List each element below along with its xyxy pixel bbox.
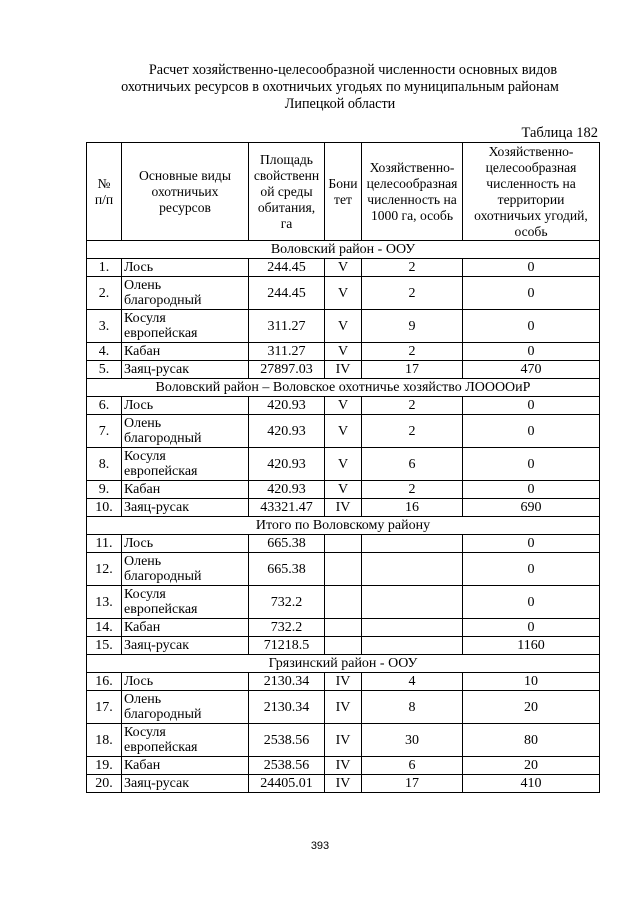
bonitet [325,637,362,655]
density-per-1000-ha: 2 [362,277,463,310]
bonitet: V [325,277,362,310]
habitat-area: 71218.5 [249,637,325,655]
density-per-1000-ha: 30 [362,724,463,757]
total-number: 0 [463,415,600,448]
species-table [86,142,600,793]
species-name: Кабан [122,619,249,637]
density-per-1000-ha: 2 [362,259,463,277]
density-per-1000-ha: 16 [362,499,463,517]
species-name: Олень благородный [122,277,249,310]
row-number: 2. [87,277,122,310]
row-number: 19. [87,757,122,775]
density-per-1000-ha: 8 [362,691,463,724]
row-number: 7. [87,415,122,448]
total-number: 0 [463,586,600,619]
section-title: Грязинский район - ООУ [87,655,600,673]
habitat-area: 732.2 [249,586,325,619]
total-number: 410 [463,775,600,793]
habitat-area: 665.38 [249,535,325,553]
bonitet: IV [325,499,362,517]
species-name: Заяц-русак [122,499,249,517]
species-name: Косуля европейская [122,586,249,619]
habitat-area: 244.45 [249,259,325,277]
header-species: Основные виды охотничьих ресурсов [122,143,249,241]
density-per-1000-ha [362,637,463,655]
table-row [87,637,600,655]
habitat-area: 27897.03 [249,361,325,379]
table-row [87,415,600,448]
habitat-area: 311.27 [249,310,325,343]
total-number: 0 [463,481,600,499]
total-number: 0 [463,448,600,481]
species-name: Лось [122,673,249,691]
species-name: Кабан [122,343,249,361]
row-number: 13. [87,586,122,619]
row-number: 5. [87,361,122,379]
bonitet: V [325,259,362,277]
row-number: 16. [87,673,122,691]
species-name: Заяц-русак [122,775,249,793]
section-title: Воловский район - ООУ [87,241,600,259]
header-area: Площадь свойственн ой среды обитания, га [249,143,325,241]
density-per-1000-ha [362,619,463,637]
table-row [87,310,600,343]
total-number: 690 [463,499,600,517]
bonitet: V [325,397,362,415]
density-per-1000-ha: 2 [362,481,463,499]
row-number: 6. [87,397,122,415]
species-name: Кабан [122,757,249,775]
species-name: Лось [122,397,249,415]
habitat-area: 665.38 [249,553,325,586]
row-number: 11. [87,535,122,553]
habitat-area: 420.93 [249,415,325,448]
density-per-1000-ha: 17 [362,775,463,793]
table-row [87,343,600,361]
bonitet: IV [325,673,362,691]
habitat-area: 2538.56 [249,757,325,775]
table-row [87,535,600,553]
species-name: Олень благородный [122,415,249,448]
section-header-row [87,241,600,259]
bonitet [325,586,362,619]
table-row [87,775,600,793]
row-number: 15. [87,637,122,655]
density-per-1000-ha: 2 [362,415,463,448]
habitat-area: 2538.56 [249,724,325,757]
total-number: 0 [463,310,600,343]
habitat-area: 24405.01 [249,775,325,793]
habitat-area: 244.45 [249,277,325,310]
density-per-1000-ha [362,535,463,553]
header-bonitet: Бони тет [325,143,362,241]
bonitet: V [325,343,362,361]
table-row [87,361,600,379]
table-row [87,397,600,415]
title-line-1: Расчет хозяйственно-целесообразной численности основных видов [148,62,558,78]
total-number: 80 [463,724,600,757]
row-number: 3. [87,310,122,343]
row-number: 20. [87,775,122,793]
total-number: 20 [463,691,600,724]
bonitet: V [325,481,362,499]
species-name: Лось [122,259,249,277]
bonitet: IV [325,775,362,793]
density-per-1000-ha: 17 [362,361,463,379]
section-title: Воловский район – Воловское охотничье хозяйство ЛОООOиР [87,379,600,397]
species-name: Кабан [122,481,249,499]
bonitet: V [325,310,362,343]
table-row [87,259,600,277]
title-line-3: Липецкой области [284,96,396,112]
total-number: 0 [463,259,600,277]
total-number: 0 [463,397,600,415]
density-per-1000-ha: 6 [362,757,463,775]
habitat-area: 420.93 [249,397,325,415]
bonitet: IV [325,724,362,757]
total-number: 470 [463,361,600,379]
table-row [87,277,600,310]
section-title: Итого по Воловскому району [87,517,600,535]
total-number: 0 [463,553,600,586]
total-number: 0 [463,535,600,553]
density-per-1000-ha: 4 [362,673,463,691]
bonitet: V [325,448,362,481]
row-number: 9. [87,481,122,499]
habitat-area: 732.2 [249,619,325,637]
document-title [90,62,590,113]
total-number: 0 [463,277,600,310]
table-row [87,619,600,637]
bonitet [325,619,362,637]
header-row [87,143,600,241]
species-name: Косуля европейская [122,724,249,757]
table-row [87,586,600,619]
density-per-1000-ha: 9 [362,310,463,343]
section-header-row [87,517,600,535]
species-name: Лось [122,535,249,553]
table-row [87,673,600,691]
page-number: 393 [310,840,330,852]
species-name: Олень благородный [122,691,249,724]
habitat-area: 420.93 [249,481,325,499]
table-row [87,481,600,499]
section-header-row [87,379,600,397]
table-row [87,499,600,517]
row-number: 14. [87,619,122,637]
header-total: Хозяйственно- целесообразная численность на территории охотничьих угодий, особь [463,143,600,241]
title-line-2: охотничьих ресурсов в охотничьих угодьях по муниципальным районам [121,79,559,95]
habitat-area: 43321.47 [249,499,325,517]
total-number: 10 [463,673,600,691]
density-per-1000-ha: 2 [362,343,463,361]
bonitet [325,535,362,553]
table-caption: Таблица 182 [521,125,598,141]
row-number: 8. [87,448,122,481]
row-number: 17. [87,691,122,724]
total-number: 1160 [463,637,600,655]
bonitet [325,553,362,586]
density-per-1000-ha: 6 [362,448,463,481]
table-row [87,757,600,775]
header-num: № п/п [87,143,122,241]
bonitet: V [325,415,362,448]
bonitet: IV [325,361,362,379]
section-header-row [87,655,600,673]
table-body [87,241,600,793]
table-row [87,448,600,481]
species-name: Олень благородный [122,553,249,586]
row-number: 12. [87,553,122,586]
total-number: 20 [463,757,600,775]
habitat-area: 311.27 [249,343,325,361]
species-name: Косуля европейская [122,310,249,343]
table-row [87,724,600,757]
density-per-1000-ha: 2 [362,397,463,415]
density-per-1000-ha [362,586,463,619]
habitat-area: 420.93 [249,448,325,481]
row-number: 1. [87,259,122,277]
habitat-area: 2130.34 [249,691,325,724]
species-name: Заяц-русак [122,361,249,379]
row-number: 4. [87,343,122,361]
density-per-1000-ha [362,553,463,586]
bonitet: IV [325,691,362,724]
row-number: 18. [87,724,122,757]
table-row [87,553,600,586]
total-number: 0 [463,343,600,361]
species-name: Косуля европейская [122,448,249,481]
header-per-1000: Хозяйственно- целесообразная численность на 1000 га, особь [362,143,463,241]
habitat-area: 2130.34 [249,673,325,691]
row-number: 10. [87,499,122,517]
species-name: Заяц-русак [122,637,249,655]
bonitet: IV [325,757,362,775]
total-number: 0 [463,619,600,637]
table-row [87,691,600,724]
